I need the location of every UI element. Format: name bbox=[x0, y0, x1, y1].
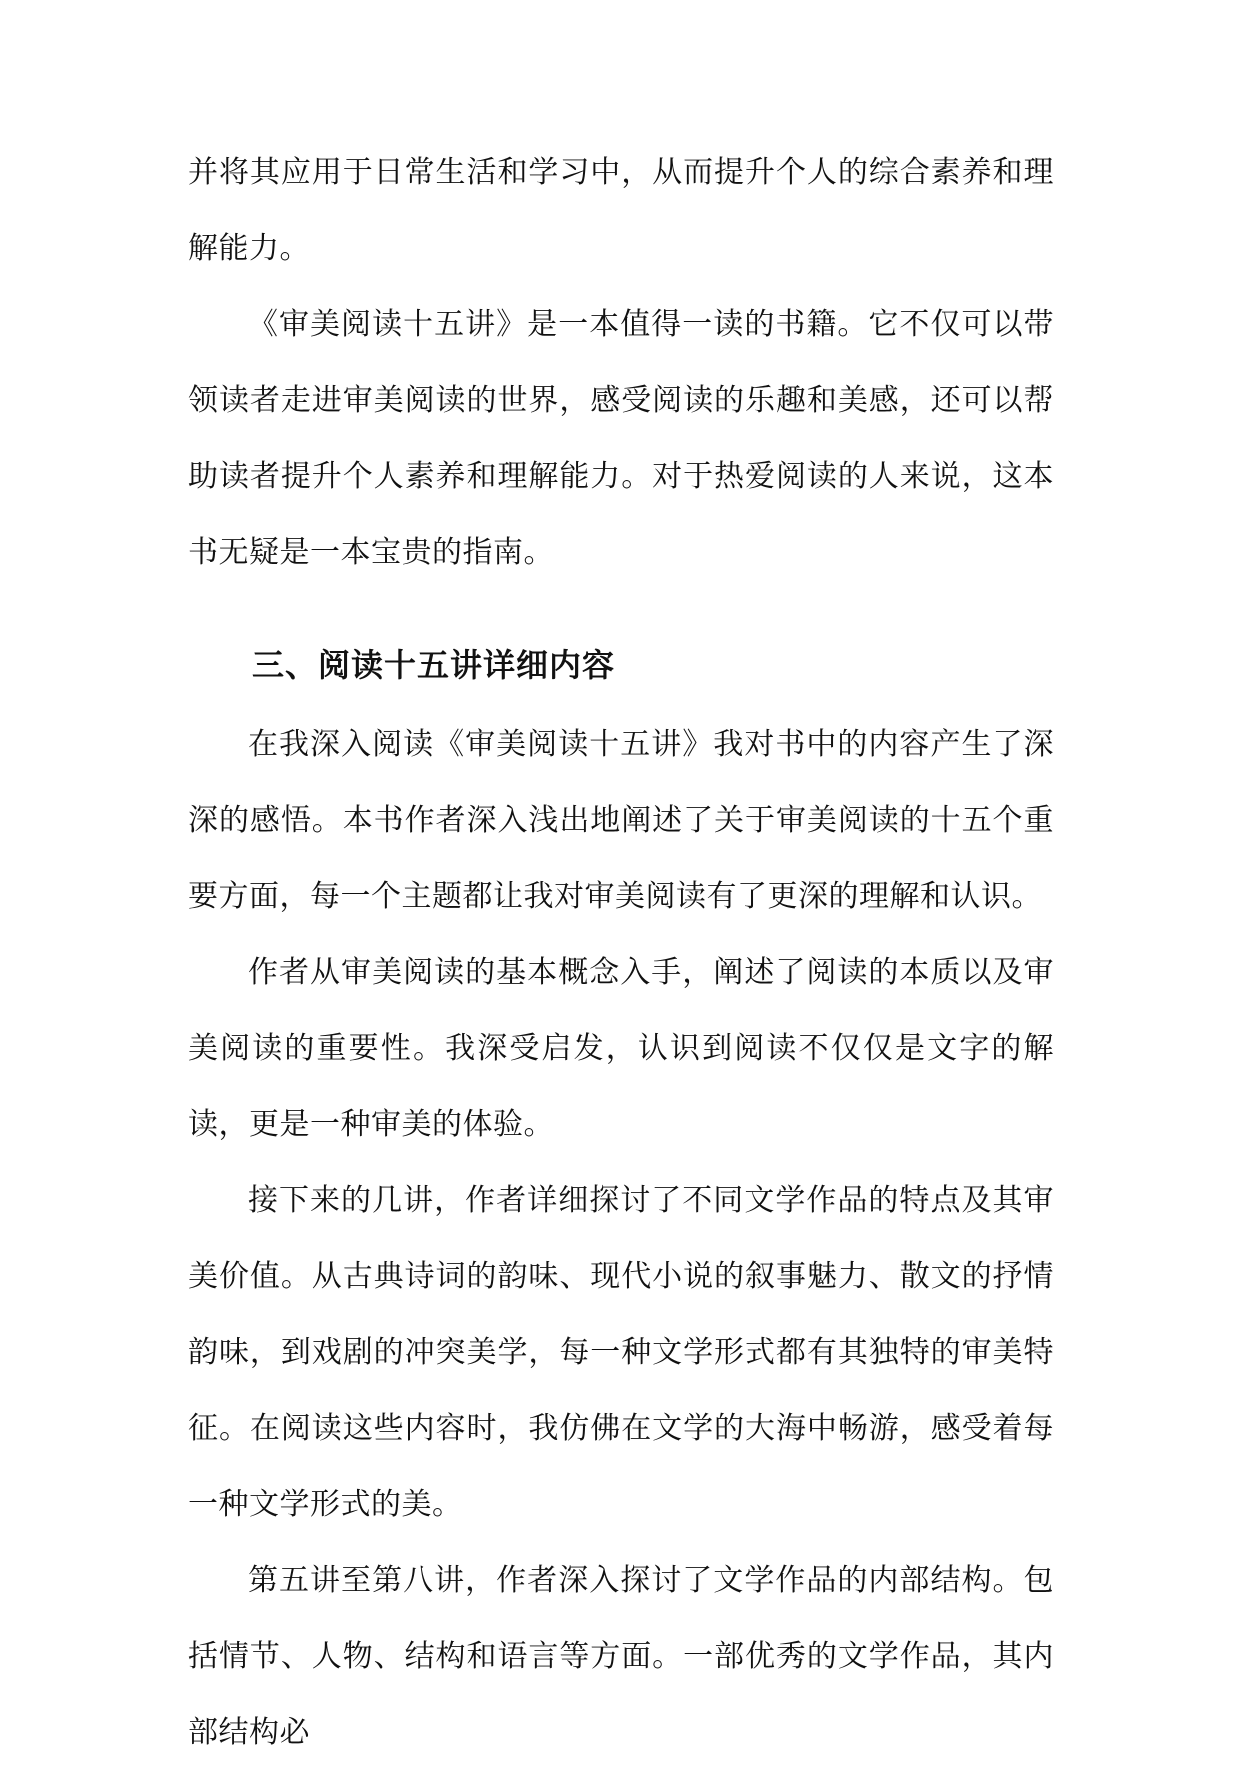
paragraph-continuation: 并将其应用于日常生活和学习中，从而提升个人的综合素养和理解能力。 bbox=[188, 155, 1054, 266]
paragraph-intro: 在我深入阅读《审美阅读十五讲》我对书中的内容产生了深深的感悟。本书作者深入浅出地阐述了关于审美阅读的十五个重要方面，每一个主题都让我对审美阅读有了更深的理解和认识。 bbox=[188, 727, 1054, 914]
section-heading: 三、阅读十五讲详细内容 bbox=[252, 646, 616, 684]
paragraph-book-summary: 《审美阅读十五讲》是一本值得一读的书籍。它不仅可以带领读者走进审美阅读的世界，感受阅读的乐趣和美感，还可以帮助读者提升个人素养和理解能力。对于热爱阅读的人来说，这本书无疑是一本宝贵的指南。 bbox=[188, 307, 1054, 570]
document-body bbox=[188, 135, 1054, 1771]
paragraph-basic-concepts: 作者从审美阅读的基本概念入手，阐述了阅读的本质以及审美阅读的重要性。我深受启发，认识到阅读不仅仅是文字的解读，更是一种审美的体验。 bbox=[188, 955, 1054, 1142]
paragraph-literary-forms: 接下来的几讲，作者详细探讨了不同文学作品的特点及其审美价值。从古典诗词的韵味、现代小说的叙事魅力、散文的抒情韵味，到戏剧的冲突美学，每一种文学形式都有其独特的审美特征。在阅读这些内容时，我仿佛在文学的大海中畅游，感受着每一种文学形式的美。 bbox=[188, 1183, 1054, 1522]
paragraph-internal-structure: 第五讲至第八讲，作者深入探讨了文学作品的内部结构。包括情节、人物、结构和语言等方面。一部优秀的文学作品，其内部结构必 bbox=[188, 1563, 1054, 1750]
